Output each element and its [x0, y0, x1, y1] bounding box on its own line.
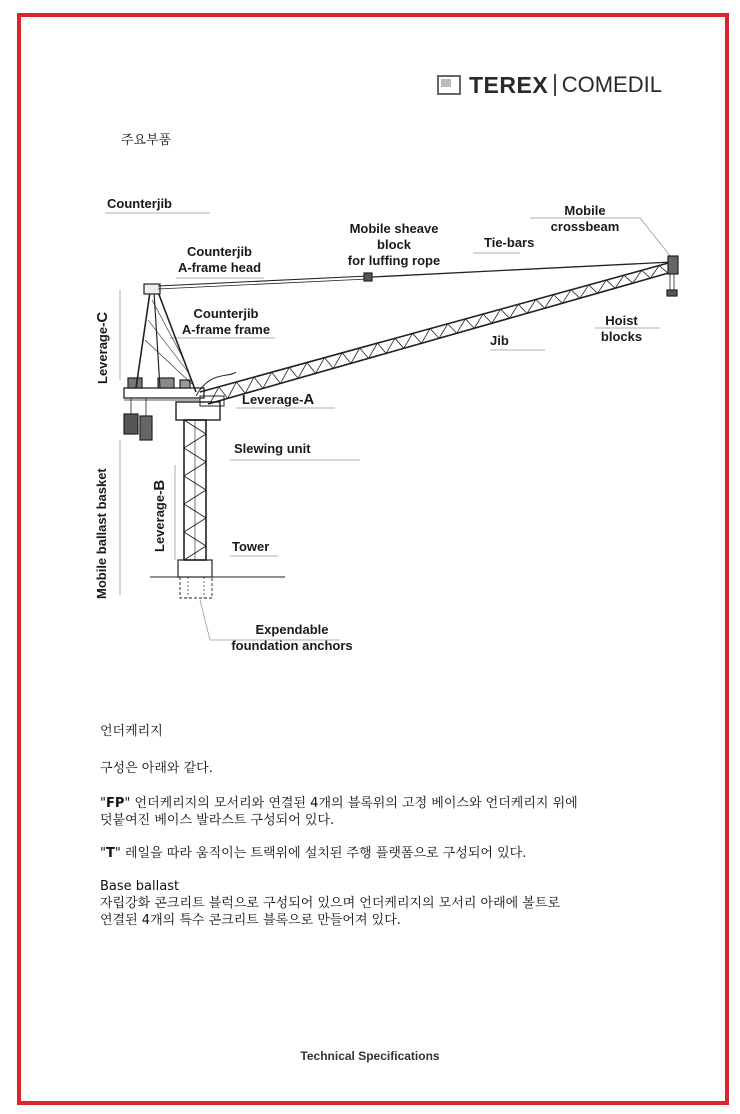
label-leverage-letter: B	[151, 479, 168, 491]
label-leverage-c	[94, 312, 111, 384]
label-mobile-crossbeam	[540, 203, 630, 235]
logo-sub: COMEDIL	[561, 72, 662, 97]
fp-code: FP	[105, 796, 125, 811]
label-leverage-prefix: Leverage-	[152, 490, 167, 552]
section-title: 주요부품	[121, 133, 172, 148]
base-ballast-paragraph	[100, 878, 700, 929]
jib-lattice-member	[518, 304, 527, 313]
undercarriage-title: 언더케리지	[100, 724, 163, 739]
label-line: A-frame head	[177, 260, 262, 275]
jib-lattice-member	[589, 285, 598, 293]
label-line: Mobile sheave	[349, 221, 439, 236]
base-ballast-line-2: 연결된 4개의 특수 콘크리트 블록으로 만들어져 있다.	[100, 913, 401, 928]
label-counterjib: Counterjib	[107, 196, 172, 211]
label-tower: Tower	[232, 539, 270, 554]
jib-lattice-member	[325, 358, 334, 369]
label-leverage-a	[242, 391, 314, 408]
jib-lattice-member	[430, 329, 439, 339]
jib-lattice-member	[289, 367, 298, 378]
label-line: Expendable	[255, 622, 329, 637]
label-leverage-prefix: Leverage-	[95, 322, 110, 384]
base-ballast-title: Base ballast	[100, 879, 180, 894]
footer-title: Technical Specifications	[300, 1049, 440, 1063]
label-line: foundation anchors	[231, 638, 353, 653]
label-tie-bars: Tie-bars	[484, 235, 535, 250]
jib-lattice-member	[272, 372, 281, 383]
quote: "	[100, 846, 106, 861]
quote: "	[100, 796, 106, 811]
label-line: Counterjib	[187, 244, 252, 259]
jib-lattice-member	[395, 338, 404, 348]
label-leverage-b	[151, 480, 168, 552]
jib-lattice-member	[219, 387, 228, 399]
jib-lattice-member	[606, 280, 615, 288]
label-counterjib-aframe-head	[172, 244, 267, 276]
label-line: A-frame frame	[181, 322, 271, 337]
jib-lattice-member	[624, 275, 633, 283]
label-leverage-letter: A	[303, 391, 315, 408]
label-line: Hoist	[605, 313, 638, 328]
jib-lattice-member	[360, 348, 369, 358]
label-line: crossbeam	[550, 219, 620, 234]
t-paragraph	[100, 845, 700, 862]
jib-lattice-member	[254, 377, 263, 388]
label-line: Mobile	[564, 203, 606, 218]
jib-lattice-member	[342, 353, 351, 363]
label-leverage-letter: C	[94, 311, 111, 323]
jib-lattice-member	[377, 343, 386, 353]
jib-lattice-member	[536, 299, 545, 308]
label-line: for luffing rope	[347, 253, 441, 268]
t-code: T	[105, 846, 115, 861]
base-ballast-line-1: 자립강화 콘크리트 블럭으로 구성되어 있으며 언더케리지의 모서리 아래에 볼트로	[100, 896, 561, 911]
label-line: block	[377, 237, 411, 252]
composition-text: 구성은 아래와 같다.	[100, 761, 213, 776]
jib-lattice-member	[448, 324, 457, 334]
jib-lattice-member	[571, 290, 580, 298]
label-line: blocks	[600, 329, 643, 344]
label-mobile-ballast-basket: Mobile ballast basket	[94, 468, 109, 599]
label-hoist-blocks	[594, 313, 649, 345]
jib-lattice-member	[465, 319, 474, 328]
label-counterjib-aframe-frame	[176, 306, 276, 338]
jib-lattice-member	[483, 314, 492, 323]
label-foundation-anchors	[212, 622, 372, 654]
label-mobile-sheave-block	[335, 221, 453, 269]
jib-lattice-member	[307, 363, 316, 374]
jib-lattice-member	[659, 266, 668, 274]
label-leverage-prefix: Leverage-	[242, 392, 304, 407]
t-text: " 레일을 따라 움직이는 트랙위에 설치된 주행 플랫폼으로 구성되어 있다.	[114, 846, 527, 861]
jib-lattice-member	[642, 270, 651, 278]
fp-line-1	[100, 795, 700, 812]
fp-line-2: 덧붙여진 베이스 발라스트 구성되어 있다.	[100, 813, 335, 828]
fp-text: " 언더케리지의 모서리와 연결된 4개의 블록위의 고정 베이스와 언더케리지 위에	[124, 796, 578, 811]
label-slewing-unit: Slewing unit	[234, 441, 311, 456]
logo-brand: TEREX	[469, 71, 549, 98]
label-jib: Jib	[490, 333, 509, 348]
label-line: Counterjib	[193, 306, 259, 321]
jib-lattice-member	[413, 333, 422, 343]
jib-lattice-member	[501, 309, 510, 318]
jib-lattice-member	[554, 295, 563, 304]
fp-paragraph	[100, 795, 700, 829]
